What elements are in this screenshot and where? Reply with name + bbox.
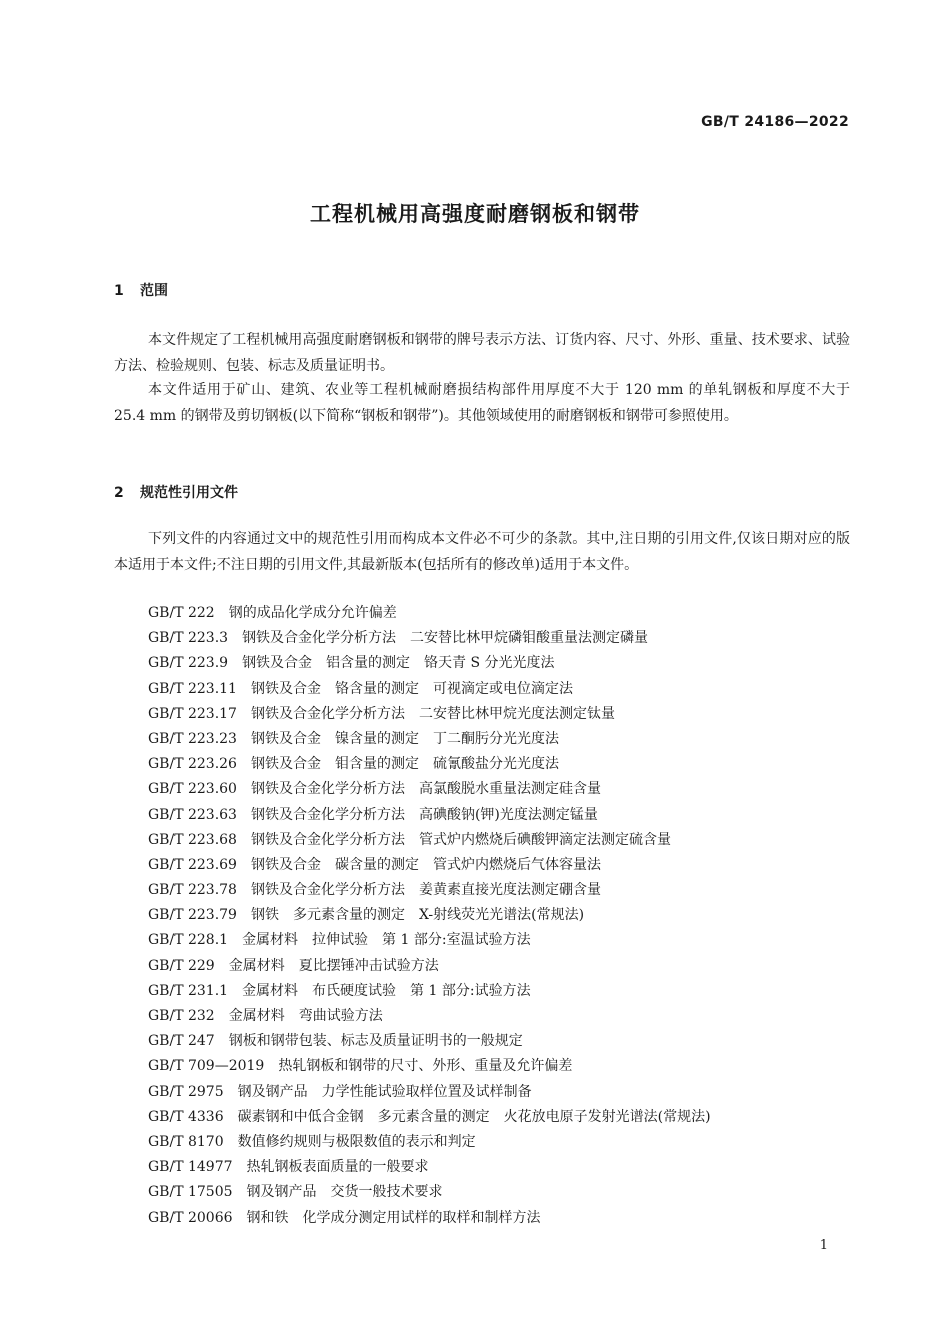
reference-item xyxy=(148,979,711,1004)
reference-title: 钢铁及合金化学分析方法 高碘酸钠(钾)光度法测定锰量 xyxy=(250,806,598,823)
reference-title: 钢铁及合金化学分析方法 二安替比林甲烷磷钼酸重量法测定磷量 xyxy=(242,630,649,647)
reference-title: 钢的成品化学成分允许偏差 xyxy=(228,605,397,621)
reference-item xyxy=(148,853,711,878)
section-1-heading xyxy=(114,280,168,300)
reference-title: 钢铁及合金 钼含量的测定 硫氰酸盐分光光度法 xyxy=(250,756,559,773)
section-2-heading xyxy=(114,482,238,502)
section-1-number: 1 xyxy=(114,283,124,299)
reference-code: GB/T 223.17 xyxy=(148,705,237,722)
reference-item xyxy=(148,1105,711,1130)
reference-code: GB/T 8170 xyxy=(148,1133,224,1150)
reference-code: GB/T 222 xyxy=(148,605,215,621)
reference-code: GB/T 223.60 xyxy=(148,781,237,798)
reference-code: GB/T 247 xyxy=(148,1033,215,1050)
reference-item xyxy=(148,777,711,802)
section-2-intro: 下列文件的内容通过文中的规范性引用而构成本文件必不可少的条款。其中,注日期的引用文件,仅该日期对应的版本适用于本文件;不注日期的引用文件,其最新版本(包括所有的修改单)适用于本文件。 xyxy=(114,531,850,573)
reference-title: 钢及钢产品 力学性能试验取样位置及试样制备 xyxy=(237,1083,532,1100)
reference-title: 钢及钢产品 交货一般技术要求 xyxy=(246,1184,443,1201)
reference-title: 钢铁及合金化学分析方法 高氯酸脱水重量法测定硅含量 xyxy=(250,781,601,798)
reference-code: GB/T 223.23 xyxy=(148,730,237,747)
reference-code: GB/T 232 xyxy=(148,1008,215,1024)
reference-item xyxy=(148,1155,711,1180)
reference-title: 数值修约规则与极限数值的表示和判定 xyxy=(237,1133,476,1150)
reference-code: GB/T 709—2019 xyxy=(148,1058,265,1075)
section-2-number: 2 xyxy=(114,485,124,501)
reference-title: 钢铁及合金 铝含量的测定 铬天青 S 分光光度法 xyxy=(242,655,555,672)
reference-title: 碳素钢和中低合金钢 多元素含量的测定 火花放电原子发射光谱法(常规法) xyxy=(237,1108,711,1125)
section-1-paragraph-1: 本文件规定了工程机械用高强度耐磨钢板和钢带的牌号表示方法、订货内容、尺寸、外形、重量、技术要求、试验方法、检验规则、包装、标志及质量证明书。 xyxy=(114,332,850,374)
standard-code: GB/T 24186—2022 xyxy=(701,114,849,130)
reference-item xyxy=(148,702,711,727)
reference-item xyxy=(148,626,711,651)
reference-item xyxy=(148,803,711,828)
reference-title: 钢铁及合金化学分析方法 管式炉内燃烧后碘酸钾滴定法测定硫含量 xyxy=(250,831,671,848)
reference-title: 金属材料 夏比摆锤冲击试验方法 xyxy=(228,957,439,974)
reference-title: 钢铁及合金 碳含量的测定 管式炉内燃烧后气体容量法 xyxy=(250,856,601,873)
reference-code: GB/T 223.9 xyxy=(148,655,229,672)
reference-item xyxy=(148,1130,711,1155)
reference-item xyxy=(148,677,711,702)
reference-title: 热轧钢板和钢带的尺寸、外形、重量及允许偏差 xyxy=(278,1058,573,1075)
document-title: 工程机械用高强度耐磨钢板和钢带 xyxy=(310,202,640,226)
reference-item xyxy=(148,601,711,626)
reference-code: GB/T 223.63 xyxy=(148,806,237,823)
reference-item xyxy=(148,928,711,953)
reference-title: 钢和铁 化学成分测定用试样的取样和制样方法 xyxy=(246,1209,541,1226)
reference-item xyxy=(148,1180,711,1205)
reference-item xyxy=(148,727,711,752)
reference-title: 金属材料 拉伸试验 第 1 部分:室温试验方法 xyxy=(242,932,531,949)
reference-code: GB/T 14977 xyxy=(148,1159,233,1176)
reference-code: GB/T 223.11 xyxy=(148,680,237,697)
reference-code: GB/T 223.78 xyxy=(148,882,237,899)
reference-item xyxy=(148,903,711,928)
reference-code: GB/T 223.69 xyxy=(148,856,237,873)
reference-title: 钢板和钢带包装、标志及质量证明书的一般规定 xyxy=(228,1033,523,1050)
reference-code: GB/T 223.26 xyxy=(148,756,237,773)
reference-code: GB/T 223.68 xyxy=(148,831,237,848)
reference-title: 钢铁 多元素含量的测定 X-射线荧光光谱法(常规法) xyxy=(250,907,585,924)
reference-item xyxy=(148,954,711,979)
reference-list xyxy=(148,601,711,1231)
reference-title: 金属材料 弯曲试验方法 xyxy=(228,1008,383,1024)
reference-code: GB/T 2975 xyxy=(148,1083,224,1100)
reference-item xyxy=(148,1029,711,1054)
reference-item xyxy=(148,651,711,676)
reference-title: 热轧钢板表面质量的一般要求 xyxy=(246,1159,429,1176)
reference-title: 钢铁及合金 铬含量的测定 可视滴定或电位滴定法 xyxy=(250,680,573,697)
reference-code: GB/T 228.1 xyxy=(148,932,229,949)
reference-item xyxy=(148,1054,711,1079)
reference-code: GB/T 17505 xyxy=(148,1184,233,1201)
reference-code: GB/T 223.3 xyxy=(148,630,229,647)
reference-item xyxy=(148,1206,711,1231)
reference-code: GB/T 4336 xyxy=(148,1108,224,1125)
reference-title: 钢铁及合金化学分析方法 姜黄素直接光度法测定硼含量 xyxy=(250,882,601,899)
reference-title: 钢铁及合金 镍含量的测定 丁二酮肟分光光度法 xyxy=(250,730,559,747)
reference-title: 金属材料 布氏硬度试验 第 1 部分:试验方法 xyxy=(242,982,531,999)
reference-code: GB/T 223.79 xyxy=(148,907,237,924)
reference-code: GB/T 229 xyxy=(148,957,215,974)
reference-code: GB/T 231.1 xyxy=(148,982,229,999)
section-1-title: 范围 xyxy=(140,283,168,299)
reference-item xyxy=(148,1080,711,1105)
section-2-title: 规范性引用文件 xyxy=(140,485,238,501)
page-number: 1 xyxy=(819,1238,828,1253)
reference-item xyxy=(148,1004,711,1029)
reference-item xyxy=(148,752,711,777)
section-1-paragraph-2: 本文件适用于矿山、建筑、农业等工程机械耐磨损结构部件用厚度不大于 120 mm 的单轧钢板和厚度不大于 25.4 mm 的钢带及剪切钢板(以下简称“钢板和钢带”)。其他领域使用的耐磨钢板和钢带可参照使用。 xyxy=(114,382,850,424)
reference-title: 钢铁及合金化学分析方法 二安替比林甲烷光度法测定钛量 xyxy=(250,705,615,722)
reference-code: GB/T 20066 xyxy=(148,1209,233,1226)
reference-item xyxy=(148,878,711,903)
reference-item xyxy=(148,828,711,853)
